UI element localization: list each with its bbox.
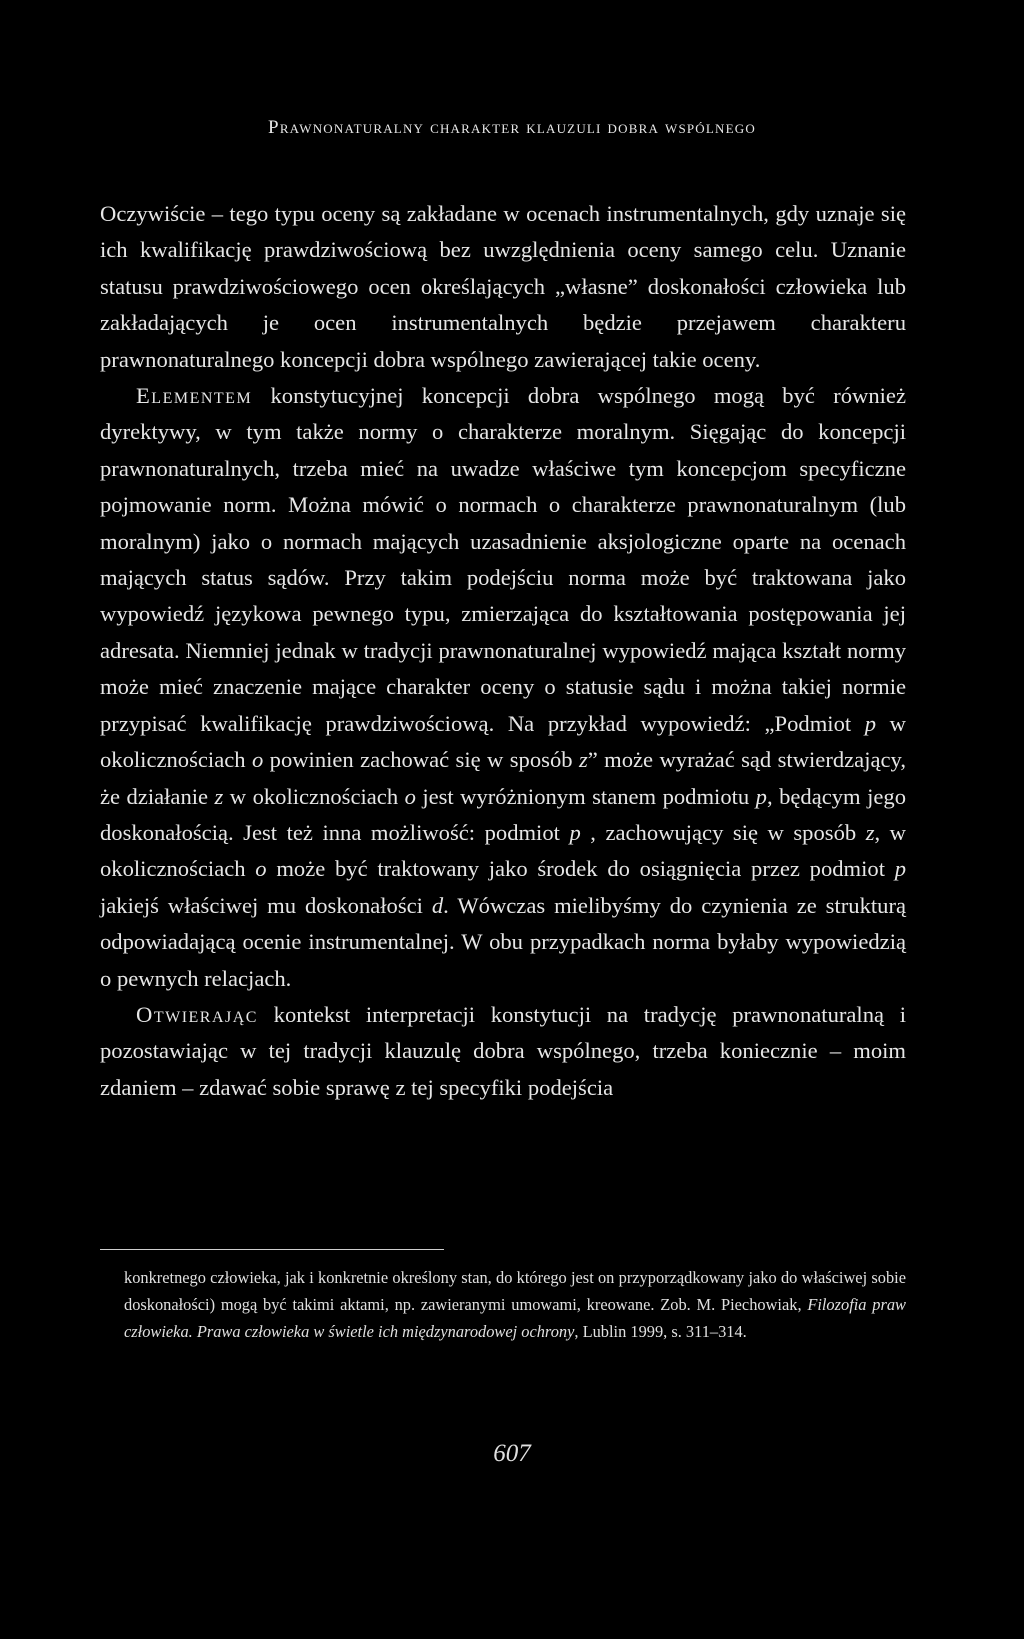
footnote-text: konkretnego człowieka, jak i konkretnie określony stan, do którego jest on przyporządkowany jako do właściwej sobie doskonałości) mogą być takimi aktami, np. zawieranymi umowami, kreowane. Zob. M. Piechowiak, Filozofia praw człowieka. Prawa człowieka w świetle ich międzynarodowej ochrony, Lublin 1999, s. 311–314. xyxy=(124,1268,906,1341)
main-text xyxy=(100,196,906,1106)
paragraph-3-lead-word: Otwierając xyxy=(136,1001,258,1027)
running-header: Prawnonaturalny charakter klauzuli dobra wspólnego xyxy=(268,117,756,138)
variable-o: o xyxy=(251,747,264,773)
cited-book-title: Filozofia praw człowieka. Prawa człowieka w świetle ich międzynarodowej ochrony xyxy=(124,1294,906,1341)
variable-p: p xyxy=(864,710,877,736)
variable-z: z xyxy=(578,747,588,773)
page-number: 607 xyxy=(493,1440,531,1467)
paragraph-1: Oczywiście – tego typu oceny są zakładane w ocenach instrumentalnych, gdy uznaje się ich kwalifikację prawdziwościową bez uwzględnienia oceny samego celu. Uznanie statusu prawdziwościowego ocen określających „własne” doskonałości człowieka lub zakładających je ocen instrumentalnych będzie przejawem charakteru prawnonaturalnego koncepcji dobra wspólnego zawierającej takie oceny. xyxy=(100,201,906,372)
paragraph-2: Elementem konstytucyjnej koncepcji dobra wspólnego mogą być również dyrektywy, w tym także normy o charakterze moralnym. Sięgając do koncepcji prawnonaturalnych, trzeba mieć na uwadze właściwe tym koncepcjom specyficzne pojmowanie norm. Można mówić o normach o charakterze prawnonaturalnym (lub moralnym) jako o normach mających uzasadnienie aksjologiczne oparte na ocenach mających status sądów. Przy takim podejściu norma może być traktowana jako wypowiedź językowa pewnego typu, zmierzająca do kształtowania postępowania jej adresata. Niemniej jednak w tradycji prawnonaturalnej wypowiedź mająca kształt normy może mieć znaczenie mające charakter oceny o statusie sądu i można takiej normie przypisać kwalifikację prawdziwościową. Na przykład wypowiedź: „Podmiot p w okolicznościach o powinien zachować się w sposób z” może wyrażać sąd stwierdzający, że działanie z w okolicznościach o jest wyróżnionym stanem podmiotu p, będącym jego doskonałością. Jest też inna możliwość: podmiot p , zachowujący się w sposób z, w okolicznościach o może być traktowany jako środek do osiągnięcia przez podmiot p jakiejś właściwej mu doskonałości d. Wówczas mielibyśmy do czynienia ze strukturą odpowiadającą ocenie instrumentalnej. W obu przypadkach norma byłaby wypowiedzią o pewnych relacjach. xyxy=(100,383,907,991)
variable-o: o xyxy=(404,783,416,809)
variable-d: d xyxy=(431,892,444,918)
variable-z: z xyxy=(214,783,224,809)
paragraph-2-lead-word: Elementem xyxy=(136,383,253,409)
variable-p: p xyxy=(894,856,907,882)
variable-z: z xyxy=(865,819,875,845)
variable-o: o xyxy=(255,856,267,882)
variable-p: p xyxy=(755,783,767,809)
footnote-separator xyxy=(100,1249,444,1250)
variable-p: p xyxy=(569,819,581,845)
footnote xyxy=(124,1265,906,1345)
paragraph-3: Otwierając kontekst interpretacji konstytucji na tradycję prawnonaturalną i pozostawiając w tej tradycji klauzulę dobra wspólnego, trzeba koniecznie – moim zdaniem – zdawać sobie sprawę z tej specyfiki podejścia xyxy=(100,1001,906,1100)
